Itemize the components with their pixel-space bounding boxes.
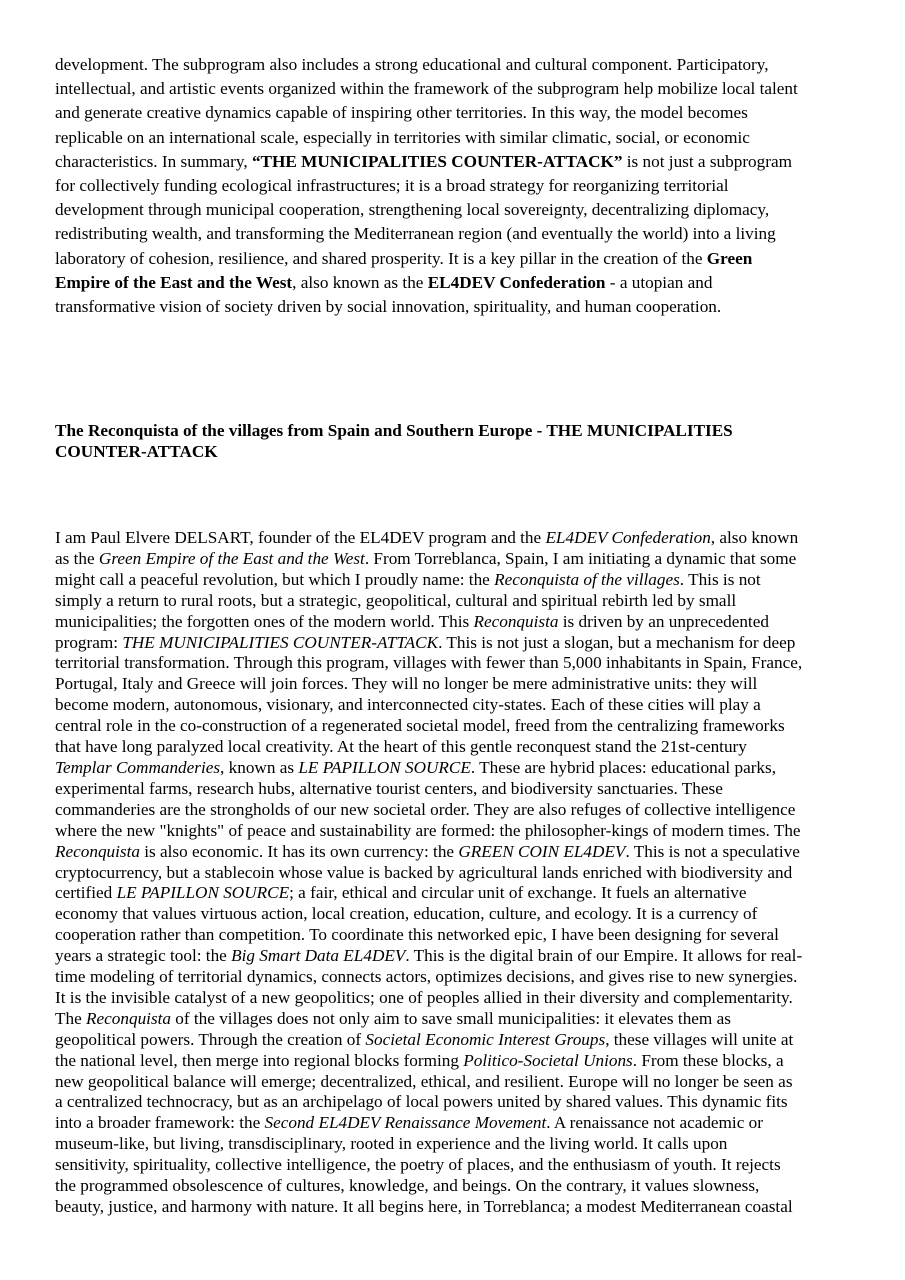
text-run: intellectual, and artistic events organized within the framework of the subprogram help mobilize local talent	[55, 79, 798, 99]
text-run: - a utopian and	[605, 272, 713, 292]
text-line	[55, 758, 855, 779]
italic-text: THE MUNICIPALITIES COUNTER-ATTACK	[122, 632, 439, 652]
text-run: development through municipal cooperation, strengthening local sovereignty, decentralizing diplomacy,	[55, 200, 770, 220]
text-line	[55, 612, 855, 633]
text-run: a centralized technocracy, but as an archipelago of local powers united by shared values. This dynamic fits	[55, 1092, 788, 1112]
text-line	[55, 1072, 855, 1093]
text-line	[55, 988, 855, 1009]
text-run: sensitivity, spirituality, collective intelligence, the poetry of places, and the enthusiasm of youth. It rejects	[55, 1155, 781, 1175]
text-run: as the	[55, 548, 99, 568]
text-run: transformative vision of society driven by social innovation, spirituality, and human cooperation.	[55, 297, 722, 317]
text-run: The	[55, 1008, 87, 1028]
text-run: . This is not just a slogan, but a mechanism for deep	[438, 632, 796, 652]
text-run: of the villages does not only aim to save small municipalities: it elevates them as	[171, 1008, 731, 1028]
text-run: is also economic. It has its own currency: the	[139, 841, 459, 861]
text-line	[55, 549, 855, 570]
text-run: central role in the co-construction of a regenerated societal model, freed from the centralizing frameworks	[55, 716, 785, 736]
italic-text: Societal Economic Interest Groups	[365, 1029, 606, 1049]
text-line	[55, 247, 855, 271]
text-run: and generate creative dynamics capable of inspiring other territories. In this way, the model becomes	[55, 103, 748, 123]
bold-text: “THE MUNICIPALITIES COUNTER-ATTACK”	[251, 151, 623, 171]
text-line	[55, 1155, 855, 1176]
bold-text: Empire of the East and the West	[55, 272, 293, 292]
text-run: municipalities; the forgotten ones of the modern world. This	[55, 611, 474, 631]
text-run: the programmed obsolescence of cultures, knowledge, and beings. On the contrary, it values slowness,	[55, 1176, 760, 1196]
text-line	[55, 967, 855, 988]
text-run: into a broader framework: the	[55, 1113, 265, 1133]
text-run: . This is the digital brain of our Empire. It allows for real-	[405, 946, 803, 966]
text-line	[55, 174, 855, 198]
text-line	[55, 842, 855, 863]
text-run: might call a peaceful revolution, but which I proudly name: the	[55, 569, 495, 589]
text-line	[55, 1176, 855, 1197]
text-run: program:	[55, 632, 123, 652]
main-paragraph	[55, 528, 855, 1218]
text-run: geopolitical powers. Through the creation of	[55, 1029, 366, 1049]
text-run: commanderies are the strongholds of our new societal order. They are also refuges of collective intelligence	[55, 799, 796, 819]
text-line	[55, 591, 855, 612]
text-run: cryptocurrency, but a stablecoin whose value is backed by agricultural lands enriched with biodiversity and	[55, 862, 793, 882]
text-line	[55, 653, 855, 674]
text-run: . From these blocks, a	[632, 1050, 784, 1070]
section-heading	[55, 420, 855, 462]
text-line	[55, 1009, 855, 1030]
text-run: . A renaissance not academic or	[546, 1113, 763, 1133]
text-run: certified	[55, 883, 117, 903]
text-run: , known as	[220, 757, 299, 777]
text-run: economy that values virtuous action, local creation, education, culture, and ecology. It is a currency of	[55, 904, 758, 924]
text-run: , also known	[710, 528, 799, 547]
bold-text: EL4DEV Confederation	[427, 272, 606, 292]
text-run: time modeling of territorial dynamics, connects actors, optimizes decisions, and gives rise to new synergies.	[55, 967, 798, 987]
italic-text: GREEN COIN EL4DEV	[458, 841, 626, 861]
text-run: where the new "knights" of peace and sustainability are formed: the philosopher-kings of modern times. The	[55, 820, 801, 840]
section-heading-line: The Reconquista of the villages from Spain and Southern Europe - THE MUNICIPALITIES	[55, 421, 733, 440]
text-run: I am Paul Elvere DELSART, founder of the EL4DEV program and the	[55, 528, 546, 547]
italic-text: Templar Commanderies	[55, 757, 221, 777]
text-line	[55, 295, 855, 319]
text-line	[55, 222, 855, 246]
bold-text: Green	[706, 248, 753, 268]
text-run: new geopolitical balance will emerge; decentralized, ethical, and resilient. Europe will no longer be seen as	[55, 1071, 793, 1091]
text-run: that have long paralyzed local creativity. At the heart of this gentle reconquest stand the 21st-century	[55, 737, 747, 757]
text-run: , also known as the	[292, 272, 428, 292]
text-line	[55, 1092, 855, 1113]
text-run: redistributing wealth, and transforming the Mediterranean region (and eventually the world) into a living	[55, 224, 776, 244]
italic-text: Green Empire of the East and the West	[98, 548, 365, 568]
section-heading-line: COUNTER-ATTACK	[55, 442, 218, 461]
italic-text: Reconquista	[86, 1008, 171, 1028]
text-line	[55, 800, 855, 821]
text-line	[55, 1030, 855, 1051]
text-run: museum-like, but living, transdisciplinary, rooted in experience and the living world. It calls upon	[55, 1134, 728, 1154]
text-line	[55, 883, 855, 904]
text-line	[55, 1051, 855, 1072]
text-line	[55, 271, 855, 295]
text-line	[55, 1197, 855, 1218]
text-line	[55, 150, 855, 174]
text-run: ; a fair, ethical and circular unit of exchange. It fuels an alternative	[289, 883, 747, 903]
text-line	[55, 904, 855, 925]
text-run: . These are hybrid places: educational parks,	[470, 757, 776, 777]
text-line	[55, 570, 855, 591]
italic-text: Reconquista	[473, 611, 559, 631]
italic-text: LE PAPILLON SOURCE	[298, 757, 471, 777]
text-run: territorial transformation. Through this program, villages with fewer than 5,000 inhabitants in Spain, France,	[55, 653, 803, 673]
text-run: . This is not	[679, 569, 761, 589]
text-line	[55, 695, 855, 716]
text-line	[55, 101, 855, 125]
text-run: . From Torreblanca, Spain, I am initiating a dynamic that some	[364, 548, 797, 568]
text-run: , these villages will unite at	[605, 1029, 794, 1049]
text-run: cooperation rather than competition. To coordinate this networked epic, I have been designing for several	[55, 925, 779, 945]
italic-text: EL4DEV Confederation	[545, 528, 711, 547]
italic-text: Reconquista	[55, 841, 140, 861]
text-run: . This is not a speculative	[625, 841, 800, 861]
text-line	[55, 198, 855, 222]
intro-paragraph	[55, 53, 855, 319]
text-line	[55, 716, 855, 737]
text-run: become modern, autonomous, visionary, and interconnected city-states. Each of these cities will play a	[55, 695, 761, 715]
text-line	[55, 863, 855, 884]
text-run: Portugal, Italy and Greece will join forces. They will no longer be mere administrative units: they will	[55, 674, 758, 694]
text-run: years a strategic tool: the	[55, 946, 232, 966]
text-run: replicable on an international scale, especially in territories with similar climatic, social, or economic	[55, 127, 750, 147]
italic-text: Second EL4DEV Renaissance Movement	[264, 1113, 547, 1133]
italic-text: Politico-Societal Unions	[463, 1050, 633, 1070]
text-line	[55, 779, 855, 800]
text-run: development. The subprogram also includes a strong educational and cultural component. Participatory,	[55, 55, 769, 74]
text-run: characteristics. In summary,	[55, 151, 252, 171]
text-line	[55, 925, 855, 946]
text-line	[55, 53, 855, 77]
text-run: experimental farms, research hubs, alternative tourist centers, and biodiversity sanctuaries. These	[55, 778, 723, 798]
text-line	[55, 821, 855, 842]
text-line	[55, 946, 855, 967]
text-line	[55, 528, 855, 549]
italic-text: Reconquista of the villages	[494, 569, 680, 589]
italic-text: Big Smart Data EL4DEV	[231, 946, 406, 966]
text-line	[55, 1134, 855, 1155]
text-run: laboratory of cohesion, resilience, and shared prosperity. It is a key pillar in the creation of the	[55, 248, 707, 268]
text-run: for collectively funding ecological infrastructures; it is a broad strategy for reorganizing territorial	[55, 176, 729, 196]
text-line	[55, 1113, 855, 1134]
text-run: the national level, then merge into regional blocks forming	[55, 1050, 464, 1070]
text-run: It is the invisible catalyst of a new geopolitics; one of peoples allied in their diversity and complementarity.	[55, 987, 793, 1007]
text-line	[55, 77, 855, 101]
text-line	[55, 674, 855, 695]
text-run: is not just a subprogram	[622, 151, 792, 171]
italic-text: LE PAPILLON SOURCE	[116, 883, 290, 903]
text-run: is driven by an unprecedented	[558, 611, 769, 631]
text-line	[55, 633, 855, 654]
text-run: simply a return to rural roots, but a strategic, geopolitical, cultural and spiritual rebirth led by small	[55, 590, 737, 610]
text-line	[55, 126, 855, 150]
text-run: beauty, justice, and harmony with nature. It all begins here, in Torreblanca; a modest Mediterranean coastal	[55, 1197, 793, 1216]
text-line	[55, 737, 855, 758]
